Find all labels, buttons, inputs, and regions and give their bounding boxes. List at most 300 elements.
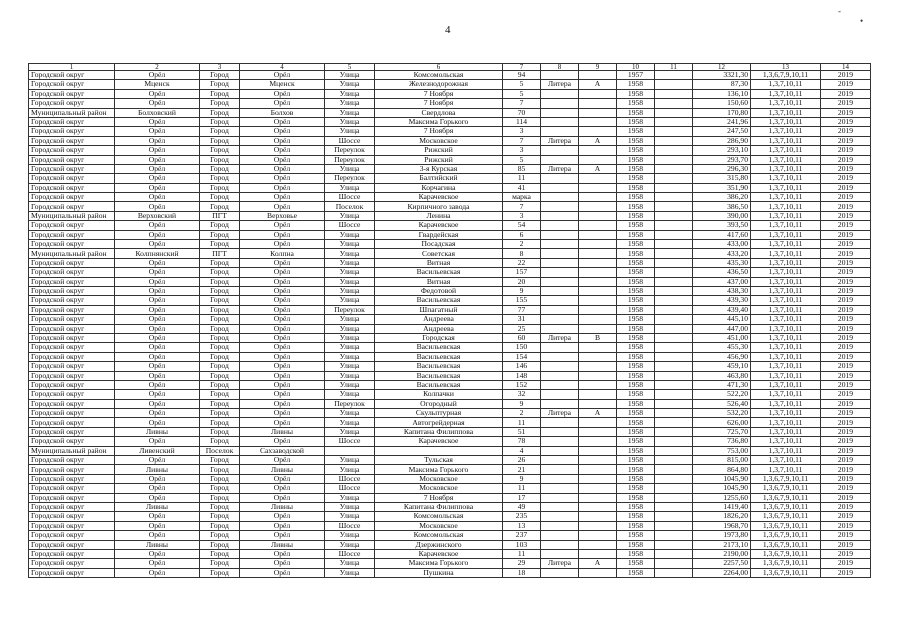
- table-row: [29, 108, 871, 117]
- table-cell-col-12: 247,50: [693, 127, 751, 136]
- table-row: [29, 559, 871, 568]
- table-cell-col-13: 1,3,6,7,9,10,11: [751, 493, 821, 502]
- table-cell-col-13: 1,3,7,10,11: [751, 296, 821, 305]
- table-cell-col-4: Орёл: [240, 474, 325, 483]
- table-cell-col-11: [655, 484, 693, 493]
- table-cell-col-12: 522,20: [693, 390, 751, 399]
- table-cell-col-5: Улица: [325, 512, 375, 521]
- table-cell-col-1: Муниципальный район: [29, 446, 115, 455]
- table-cell-col-6: Комсомольская: [375, 71, 503, 80]
- table-cell-col-6: Васильевская: [375, 343, 503, 352]
- table-cell-col-4: Орёл: [240, 286, 325, 295]
- table-cell-col-10: 1958: [617, 117, 655, 126]
- table-cell-col-13: 1,3,7,10,11: [751, 427, 821, 436]
- table-cell-col-8: [541, 117, 579, 126]
- table-cell-col-11: [655, 258, 693, 267]
- table-cell-col-9: [579, 249, 617, 258]
- table-cell-col-10: 1958: [617, 502, 655, 511]
- table-cell-col-10: 1958: [617, 531, 655, 540]
- table-cell-col-3: Город: [200, 71, 240, 80]
- table-cell-col-8: [541, 305, 579, 314]
- table-cell-col-6: Рижский: [375, 155, 503, 164]
- table-cell-col-13: 1,3,7,10,11: [751, 99, 821, 108]
- table-cell-col-1: Городской округ: [29, 380, 115, 389]
- table-cell-col-3: Город: [200, 221, 240, 230]
- table-cell-col-11: [655, 540, 693, 549]
- table-cell-col-14: 2019: [821, 390, 871, 399]
- table-cell-col-10: 1958: [617, 89, 655, 98]
- table-cell-col-10: 1958: [617, 127, 655, 136]
- column-header-11: 11: [655, 64, 693, 71]
- table-cell-col-7: 17: [503, 493, 541, 502]
- table-cell-col-1: Городской округ: [29, 268, 115, 277]
- table-cell-col-12: 445,10: [693, 315, 751, 324]
- table-cell-col-7: 13: [503, 521, 541, 530]
- table-cell-col-1: Городской округ: [29, 333, 115, 342]
- table-cell-col-7: 29: [503, 559, 541, 568]
- table-cell-col-11: [655, 549, 693, 558]
- table-cell-col-2: Мценск: [115, 80, 200, 89]
- table-cell-col-1: Городской округ: [29, 474, 115, 483]
- table-cell-col-5: Улица: [325, 240, 375, 249]
- table-cell-col-7: 152: [503, 380, 541, 389]
- table-cell-col-2: Ливны: [115, 427, 200, 436]
- table-cell-col-5: Улица: [325, 183, 375, 192]
- table-cell-col-5: Улица: [325, 127, 375, 136]
- table-cell-col-13: 1,3,7,10,11: [751, 286, 821, 295]
- table-cell-col-3: Поселок: [200, 446, 240, 455]
- table-cell-col-8: [541, 315, 579, 324]
- table-cell-col-9: [579, 155, 617, 164]
- table-cell-col-13: 1,3,7,10,11: [751, 80, 821, 89]
- table-cell-col-5: Улица: [325, 277, 375, 286]
- table-cell-col-12: 526,40: [693, 399, 751, 408]
- table-cell-col-9: [579, 89, 617, 98]
- table-cell-col-6: Васильевская: [375, 371, 503, 380]
- table-cell-col-12: 626,00: [693, 418, 751, 427]
- table-cell-col-8: [541, 446, 579, 455]
- table-row: [29, 202, 871, 211]
- table-row: [29, 258, 871, 267]
- table-cell-col-11: [655, 409, 693, 418]
- table-cell-col-3: Город: [200, 521, 240, 530]
- table-row: [29, 446, 871, 455]
- table-cell-col-3: Город: [200, 268, 240, 277]
- table-cell-col-12: 736,80: [693, 437, 751, 446]
- table-cell-col-7: 11: [503, 174, 541, 183]
- table-cell-col-6: Ленина: [375, 211, 503, 220]
- table-cell-col-3: Город: [200, 89, 240, 98]
- table-cell-col-11: [655, 315, 693, 324]
- table-cell-col-7: 114: [503, 117, 541, 126]
- table-cell-col-9: [579, 568, 617, 577]
- table-cell-col-1: Городской округ: [29, 456, 115, 465]
- table-cell-col-1: Городской округ: [29, 305, 115, 314]
- table-cell-col-14: 2019: [821, 268, 871, 277]
- table-cell-col-5: Шоссе: [325, 549, 375, 558]
- column-header-3: 3: [200, 64, 240, 71]
- table-row: [29, 249, 871, 258]
- table-cell-col-2: Орёл: [115, 286, 200, 295]
- table-cell-col-13: 1,3,7,10,11: [751, 277, 821, 286]
- table-cell-col-12: 2173,10: [693, 540, 751, 549]
- table-cell-col-12: 150,60: [693, 99, 751, 108]
- table-cell-col-4: Орёл: [240, 315, 325, 324]
- table-cell-col-5: Улица: [325, 89, 375, 98]
- table-row: [29, 136, 871, 145]
- table-cell-col-7: 150: [503, 343, 541, 352]
- table-cell-col-13: 1,3,7,10,11: [751, 465, 821, 474]
- table-cell-col-3: Город: [200, 230, 240, 239]
- table-cell-col-12: 293,10: [693, 146, 751, 155]
- table-cell-col-9: [579, 380, 617, 389]
- table-cell-col-13: 1,3,7,10,11: [751, 221, 821, 230]
- table-cell-col-13: 1,3,7,10,11: [751, 240, 821, 249]
- table-row: [29, 268, 871, 277]
- table-cell-col-14: 2019: [821, 540, 871, 549]
- table-cell-col-7: 54: [503, 221, 541, 230]
- table-cell-col-7: 5: [503, 80, 541, 89]
- table-cell-col-8: [541, 249, 579, 258]
- table-cell-col-8: [541, 502, 579, 511]
- table-cell-col-11: [655, 127, 693, 136]
- table-cell-col-11: [655, 240, 693, 249]
- table-cell-col-3: Город: [200, 493, 240, 502]
- table-cell-col-8: [541, 531, 579, 540]
- table-cell-col-11: [655, 80, 693, 89]
- table-cell-col-13: 1,3,6,7,9,10,11: [751, 474, 821, 483]
- table-cell-col-1: Городской округ: [29, 99, 115, 108]
- table-cell-col-11: [655, 230, 693, 239]
- table-cell-col-9: [579, 390, 617, 399]
- table-cell-col-14: 2019: [821, 221, 871, 230]
- table-cell-col-8: [541, 484, 579, 493]
- table-cell-col-2: Орёл: [115, 127, 200, 136]
- table-row: [29, 174, 871, 183]
- table-cell-col-3: Город: [200, 418, 240, 427]
- table-cell-col-6: Автогрейдерная: [375, 418, 503, 427]
- table-cell-col-7: марка: [503, 193, 541, 202]
- table-cell-col-14: 2019: [821, 80, 871, 89]
- table-cell-col-4: Болхов: [240, 108, 325, 117]
- table-cell-col-7: 157: [503, 268, 541, 277]
- table-cell-col-7: 70: [503, 108, 541, 117]
- table-cell-col-1: Городской округ: [29, 230, 115, 239]
- table-cell-col-14: 2019: [821, 437, 871, 446]
- table-cell-col-13: 1,3,6,7,9,10,11: [751, 559, 821, 568]
- table-row: [29, 324, 871, 333]
- table-cell-col-4: Орёл: [240, 89, 325, 98]
- table-cell-col-9: [579, 362, 617, 371]
- table-cell-col-14: 2019: [821, 240, 871, 249]
- table-cell-col-10: 1958: [617, 230, 655, 239]
- table-cell-col-12: 456,90: [693, 352, 751, 361]
- table-cell-col-4: Орёл: [240, 136, 325, 145]
- table-cell-col-3: Город: [200, 474, 240, 483]
- table-cell-col-2: Орёл: [115, 202, 200, 211]
- table-cell-col-10: 1958: [617, 277, 655, 286]
- table-cell-col-6: Васильевская: [375, 268, 503, 277]
- table-cell-col-10: 1958: [617, 399, 655, 408]
- table-cell-col-5: Шоссе: [325, 474, 375, 483]
- table-cell-col-7: 7: [503, 202, 541, 211]
- table-cell-col-3: Город: [200, 399, 240, 408]
- table-cell-col-13: 1,3,7,10,11: [751, 127, 821, 136]
- table-cell-col-6: Советская: [375, 249, 503, 258]
- table-row: [29, 221, 871, 230]
- table-cell-col-5: Улица: [325, 371, 375, 380]
- table-cell-col-6: Карачевское: [375, 437, 503, 446]
- table-cell-col-7: 94: [503, 71, 541, 80]
- table-cell-col-3: Город: [200, 371, 240, 380]
- table-cell-col-8: [541, 493, 579, 502]
- table-cell-col-13: 1,3,7,10,11: [751, 437, 821, 446]
- table-cell-col-5: Улица: [325, 108, 375, 117]
- table-cell-col-14: 2019: [821, 315, 871, 324]
- table-cell-col-1: Городской округ: [29, 117, 115, 126]
- table-cell-col-10: 1958: [617, 521, 655, 530]
- table-cell-col-11: [655, 352, 693, 361]
- table-cell-col-4: Орёл: [240, 531, 325, 540]
- table-cell-col-13: 1,3,7,10,11: [751, 155, 821, 164]
- table-cell-col-5: Шоссе: [325, 136, 375, 145]
- table-cell-col-7: 26: [503, 456, 541, 465]
- table-row: [29, 549, 871, 558]
- table-cell-col-2: Орёл: [115, 568, 200, 577]
- table-body: [29, 71, 871, 578]
- table-cell-col-11: [655, 559, 693, 568]
- table-cell-col-11: [655, 211, 693, 220]
- table-cell-col-1: Городской округ: [29, 521, 115, 530]
- table-cell-col-8: [541, 540, 579, 549]
- table-cell-col-10: 1958: [617, 456, 655, 465]
- table-cell-col-1: Городской округ: [29, 174, 115, 183]
- table-cell-col-10: 1958: [617, 446, 655, 455]
- table-cell-col-13: 1,3,7,10,11: [751, 164, 821, 173]
- table-cell-col-12: 1419,40: [693, 502, 751, 511]
- table-row: [29, 409, 871, 418]
- table-cell-col-2: Орёл: [115, 277, 200, 286]
- table-cell-col-12: 286,90: [693, 136, 751, 145]
- table-cell-col-6: Андреева: [375, 324, 503, 333]
- table-cell-col-4: Орёл: [240, 324, 325, 333]
- table-cell-col-11: [655, 399, 693, 408]
- table-cell-col-12: 417,60: [693, 230, 751, 239]
- table-cell-col-6: Витная: [375, 277, 503, 286]
- table-cell-col-11: [655, 531, 693, 540]
- table-cell-col-10: 1958: [617, 286, 655, 295]
- table-cell-col-5: Шоссе: [325, 221, 375, 230]
- table-row: [29, 437, 871, 446]
- table-cell-col-1: Городской округ: [29, 286, 115, 295]
- table-cell-col-7: 5: [503, 89, 541, 98]
- table-cell-col-12: 433,20: [693, 249, 751, 258]
- table-cell-col-4: Ливны: [240, 427, 325, 436]
- table-cell-col-13: 1,3,7,10,11: [751, 418, 821, 427]
- table-cell-col-8: [541, 362, 579, 371]
- table-cell-col-4: Орёл: [240, 71, 325, 80]
- table-cell-col-14: 2019: [821, 249, 871, 258]
- table-cell-col-12: 1826,20: [693, 512, 751, 521]
- table-cell-col-4: Орёл: [240, 155, 325, 164]
- table-cell-col-14: 2019: [821, 136, 871, 145]
- table-cell-col-1: Городской округ: [29, 324, 115, 333]
- table-cell-col-11: [655, 568, 693, 577]
- table-cell-col-9: [579, 183, 617, 192]
- table-cell-col-10: 1958: [617, 174, 655, 183]
- table-cell-col-6: Васильевская: [375, 380, 503, 389]
- table-cell-col-2: Орёл: [115, 352, 200, 361]
- table-row: [29, 71, 871, 80]
- table-cell-col-14: 2019: [821, 174, 871, 183]
- table-cell-col-10: 1958: [617, 559, 655, 568]
- table-cell-col-2: Орёл: [115, 99, 200, 108]
- table-cell-col-5: Переулок: [325, 399, 375, 408]
- table-cell-col-6: Кирпичного завода: [375, 202, 503, 211]
- table-cell-col-10: 1958: [617, 296, 655, 305]
- table-cell-col-3: Город: [200, 484, 240, 493]
- table-cell-col-6: Колпачки: [375, 390, 503, 399]
- table-cell-col-9: [579, 456, 617, 465]
- table-cell-col-4: Сахзаводской: [240, 446, 325, 455]
- table-cell-col-2: Орёл: [115, 268, 200, 277]
- table-cell-col-1: Городской округ: [29, 502, 115, 511]
- table-row: [29, 183, 871, 192]
- table-cell-col-10: 1958: [617, 183, 655, 192]
- table-cell-col-9: [579, 427, 617, 436]
- table-cell-col-12: 437,00: [693, 277, 751, 286]
- table-cell-col-13: 1,3,7,10,11: [751, 202, 821, 211]
- table-cell-col-12: 753,00: [693, 446, 751, 455]
- table-cell-col-2: Орёл: [115, 380, 200, 389]
- table-cell-col-12: 351,90: [693, 183, 751, 192]
- table-cell-col-11: [655, 502, 693, 511]
- table-cell-col-1: Городской округ: [29, 465, 115, 474]
- table-cell-col-13: 1,3,7,10,11: [751, 390, 821, 399]
- table-cell-col-11: [655, 193, 693, 202]
- table-cell-col-13: 1,3,6,7,9,10,11: [751, 540, 821, 549]
- table-cell-col-12: 447,00: [693, 324, 751, 333]
- corner-dot: •: [860, 16, 864, 26]
- table-cell-col-2: Орёл: [115, 512, 200, 521]
- table-cell-col-2: Орёл: [115, 418, 200, 427]
- table-cell-col-3: Город: [200, 324, 240, 333]
- table-cell-col-14: 2019: [821, 183, 871, 192]
- table-cell-col-6: Васильевская: [375, 296, 503, 305]
- table-row: [29, 568, 871, 577]
- table-cell-col-12: 390,00: [693, 211, 751, 220]
- table-cell-col-3: Город: [200, 343, 240, 352]
- table-cell-col-8: [541, 390, 579, 399]
- table-row: [29, 146, 871, 155]
- table-cell-col-6: Федотовой: [375, 286, 503, 295]
- table-cell-col-14: 2019: [821, 211, 871, 220]
- table-cell-col-11: [655, 418, 693, 427]
- table-cell-col-14: 2019: [821, 568, 871, 577]
- table-cell-col-13: 1,3,7,10,11: [751, 362, 821, 371]
- table-cell-col-6: Московское: [375, 484, 503, 493]
- table-cell-col-6: Железнодорожная: [375, 80, 503, 89]
- table-row: [29, 531, 871, 540]
- column-header-8: 8: [541, 64, 579, 71]
- table-cell-col-13: 1,3,7,10,11: [751, 230, 821, 239]
- table-cell-col-14: 2019: [821, 193, 871, 202]
- table-cell-col-12: 1255,60: [693, 493, 751, 502]
- table-cell-col-3: Город: [200, 136, 240, 145]
- table-cell-col-1: Городской округ: [29, 559, 115, 568]
- table-cell-col-14: 2019: [821, 352, 871, 361]
- table-cell-col-12: 3321,30: [693, 71, 751, 80]
- table-cell-col-13: 1,3,7,10,11: [751, 193, 821, 202]
- table-cell-col-1: Городской округ: [29, 127, 115, 136]
- table-cell-col-12: 386,20: [693, 193, 751, 202]
- table-cell-col-9: [579, 465, 617, 474]
- table-cell-col-1: Городской округ: [29, 531, 115, 540]
- table-cell-col-9: [579, 437, 617, 446]
- table-cell-col-5: Улица: [325, 324, 375, 333]
- table-cell-col-4: Орёл: [240, 127, 325, 136]
- table-row: [29, 362, 871, 371]
- table-cell-col-6: 3-я Курская: [375, 164, 503, 173]
- table-cell-col-1: Городской округ: [29, 418, 115, 427]
- table-cell-col-2: Орёл: [115, 484, 200, 493]
- table-cell-col-5: Улица: [325, 568, 375, 577]
- table-cell-col-7: 6: [503, 230, 541, 239]
- table-cell-col-4: Орёл: [240, 418, 325, 427]
- table-cell-col-12: 2264,00: [693, 568, 751, 577]
- table-cell-col-13: 1,3,7,10,11: [751, 211, 821, 220]
- table-cell-col-10: 1958: [617, 362, 655, 371]
- table-cell-col-12: 386,50: [693, 202, 751, 211]
- table-cell-col-10: 1958: [617, 221, 655, 230]
- table-cell-col-2: Орёл: [115, 71, 200, 80]
- table-cell-col-9: А: [579, 164, 617, 173]
- table-cell-col-10: 1958: [617, 493, 655, 502]
- table-cell-col-5: Улица: [325, 286, 375, 295]
- table-cell-col-3: Город: [200, 127, 240, 136]
- table-cell-col-6: Московское: [375, 136, 503, 145]
- table-cell-col-12: 2257,50: [693, 559, 751, 568]
- table-cell-col-13: 1,3,6,7,9,10,11: [751, 484, 821, 493]
- table-cell-col-9: [579, 512, 617, 521]
- table-cell-col-12: 439,30: [693, 296, 751, 305]
- column-header-9: 9: [579, 64, 617, 71]
- table-cell-col-9: В: [579, 333, 617, 342]
- table-cell-col-14: 2019: [821, 164, 871, 173]
- table-cell-col-7: 78: [503, 437, 541, 446]
- table-cell-col-13: 1,3,7,10,11: [751, 183, 821, 192]
- table-cell-col-7: 51: [503, 427, 541, 436]
- table-cell-col-1: Городской округ: [29, 343, 115, 352]
- table-cell-col-2: Орёл: [115, 343, 200, 352]
- table-cell-col-4: Орёл: [240, 174, 325, 183]
- table-cell-col-1: Городской округ: [29, 437, 115, 446]
- table-cell-col-5: Улица: [325, 493, 375, 502]
- table-cell-col-7: 154: [503, 352, 541, 361]
- table-cell-col-2: Ливны: [115, 502, 200, 511]
- table-cell-col-1: Городской округ: [29, 352, 115, 361]
- table-cell-col-6: Капитана Филиппова: [375, 427, 503, 436]
- table-cell-col-10: 1958: [617, 437, 655, 446]
- table-cell-col-8: [541, 240, 579, 249]
- table-row: [29, 343, 871, 352]
- table-cell-col-7: 3: [503, 211, 541, 220]
- table-cell-col-1: Городской округ: [29, 484, 115, 493]
- table-cell-col-10: 1958: [617, 352, 655, 361]
- table-cell-col-14: 2019: [821, 343, 871, 352]
- table-cell-col-4: Орёл: [240, 352, 325, 361]
- table-cell-col-14: 2019: [821, 409, 871, 418]
